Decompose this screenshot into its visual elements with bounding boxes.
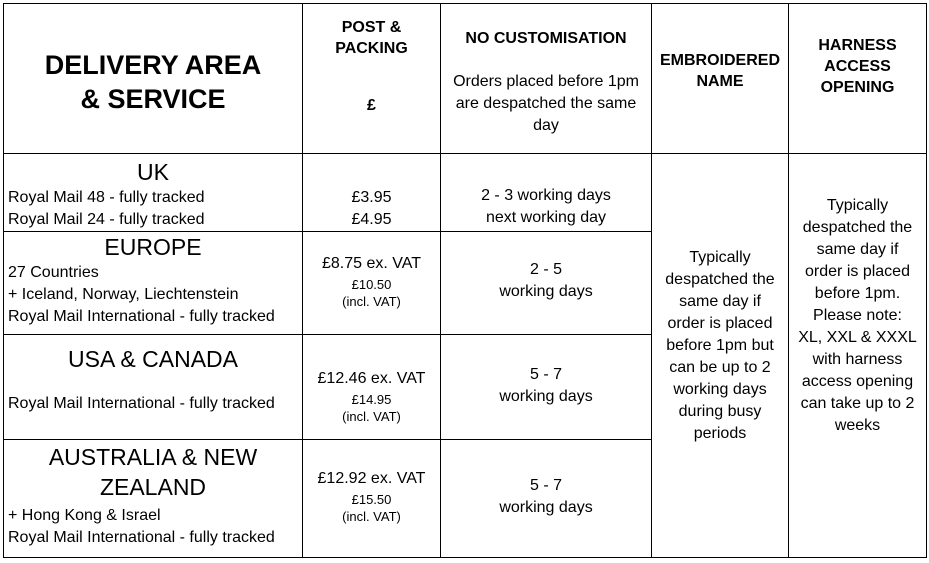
europe-line-extra: + Iceland, Norway, Liechtenstein [8, 286, 239, 303]
harness-note-line: despatched the [802, 218, 913, 236]
europe-timing-label: working days [499, 283, 593, 300]
embroidered-note-line: Typically [689, 248, 751, 266]
harness-note-line: with harness [812, 350, 903, 368]
aus-price-inc-vat: £15.50 [351, 492, 392, 507]
usa-region-name: USA & CANADA [68, 346, 238, 372]
europe-region-name: EUROPE [104, 234, 202, 260]
aus-timing-cell [441, 440, 652, 558]
usa-line-service: Royal Mail International - fully tracked [8, 395, 275, 412]
harness-note-line: XL, XXL & XXXL [798, 328, 917, 346]
uk-price-24: £4.95 [351, 211, 392, 228]
aus-area-cell [4, 440, 303, 558]
embroidered-note-line: working days [673, 380, 767, 398]
uk-price-48: £3.95 [351, 189, 392, 206]
europe-inc-vat-label: (incl. VAT) [342, 294, 401, 309]
harness-note-line: Typically [826, 196, 889, 214]
embroidered-note-line: periods [693, 424, 747, 442]
header-embroidered-line1: EMBROIDERED [659, 52, 780, 69]
header-embroidered-line2: NAME [696, 73, 744, 90]
uk-timing-24: next working day [485, 209, 607, 226]
usa-timing-label: working days [499, 388, 593, 405]
uk-region-name: UK [137, 159, 169, 185]
header-no-customisation-note-line1: Orders placed before 1pm [453, 73, 639, 90]
uk-area-cell [4, 154, 303, 232]
header-delivery-area-cell [4, 4, 303, 154]
usa-price-inc-vat: £14.95 [351, 392, 392, 407]
header-harness-line3: OPENING [820, 78, 895, 96]
header-no-customisation-note-line2: are despatched the same [455, 95, 637, 112]
header-harness-line2: ACCESS [824, 57, 891, 75]
usa-area-cell [4, 335, 303, 440]
header-post-packing-cell [303, 4, 441, 154]
harness-note [789, 195, 926, 437]
header-post-packing-line2: PACKING [335, 40, 408, 57]
header-delivery-area-line1: DELIVERY AREA [44, 49, 262, 80]
harness-note-cell [789, 154, 927, 558]
header-no-customisation-cell [441, 4, 652, 154]
header-harness-cell [789, 4, 927, 154]
usa-timing-cell [441, 335, 652, 440]
header-no-customisation-note-line3: day [533, 117, 559, 134]
embroidered-note-line: can be up to 2 [669, 358, 771, 376]
aus-price-ex-vat: £12.92 ex. VAT [317, 470, 426, 487]
usa-inc-vat-label: (incl. VAT) [342, 409, 401, 424]
header-delivery-area-line2: & SERVICE [80, 83, 226, 114]
embroidered-note-cell [652, 154, 789, 558]
header-embroidered-cell [652, 4, 789, 154]
harness-note-line: weeks [834, 416, 881, 434]
uk-service-24: Royal Mail 24 - fully tracked [8, 211, 205, 228]
europe-price-cell [303, 232, 441, 335]
europe-timing-cell [441, 232, 652, 335]
aus-line-service: Royal Mail International - fully tracked [8, 529, 275, 546]
aus-timing-range: 5 - 7 [529, 477, 562, 494]
aus-region-name-line1: AUSTRALIA & NEW [48, 444, 258, 470]
europe-timing-range: 2 - 5 [529, 261, 562, 278]
aus-line-extra: + Hong Kong & Israel [8, 507, 161, 524]
harness-note-line: order is placed [805, 262, 910, 280]
embroidered-note-line: order is placed [667, 314, 773, 332]
embroidered-note-line: same day if [679, 292, 761, 310]
usa-price-ex-vat: £12.46 ex. VAT [317, 370, 426, 387]
uk-price-cell [303, 154, 441, 232]
embroidered-note-line: during busy [678, 402, 762, 420]
header-currency-symbol: £ [367, 97, 376, 114]
harness-note-line: Please note: [813, 306, 902, 324]
embroidered-note [652, 247, 788, 445]
embroidered-note-line: before 1pm but [666, 336, 774, 354]
aus-price-cell [303, 440, 441, 558]
embroidered-note-line: despatched the [665, 270, 775, 288]
europe-line-service: Royal Mail International - fully tracked [8, 308, 275, 325]
europe-line-countries: 27 Countries [8, 264, 99, 281]
aus-timing-label: working days [499, 499, 593, 516]
header-row [4, 4, 927, 154]
usa-timing-range: 5 - 7 [529, 366, 562, 383]
europe-price-inc-vat: £10.50 [351, 277, 392, 292]
usa-price-cell [303, 335, 441, 440]
harness-note-line: can take up to 2 [800, 394, 915, 412]
europe-area-cell [4, 232, 303, 335]
uk-timing-cell [441, 154, 652, 232]
header-harness-line1: HARNESS [818, 36, 897, 54]
harness-note-line: same day if [816, 240, 899, 258]
delivery-table [3, 3, 927, 558]
europe-price-ex-vat: £8.75 ex. VAT [321, 255, 421, 272]
header-no-customisation-title: NO CUSTOMISATION [465, 30, 627, 47]
aus-region-name-line2: ZEALAND [99, 474, 207, 500]
uk-row [4, 154, 927, 232]
harness-note-line: access opening [801, 372, 914, 390]
uk-timing-48: 2 - 3 working days [481, 187, 611, 204]
header-post-packing-line1: POST & [341, 19, 402, 36]
aus-inc-vat-label: (incl. VAT) [342, 509, 401, 524]
harness-note-line: before 1pm. [814, 284, 901, 302]
uk-service-48: Royal Mail 48 - fully tracked [8, 189, 205, 206]
